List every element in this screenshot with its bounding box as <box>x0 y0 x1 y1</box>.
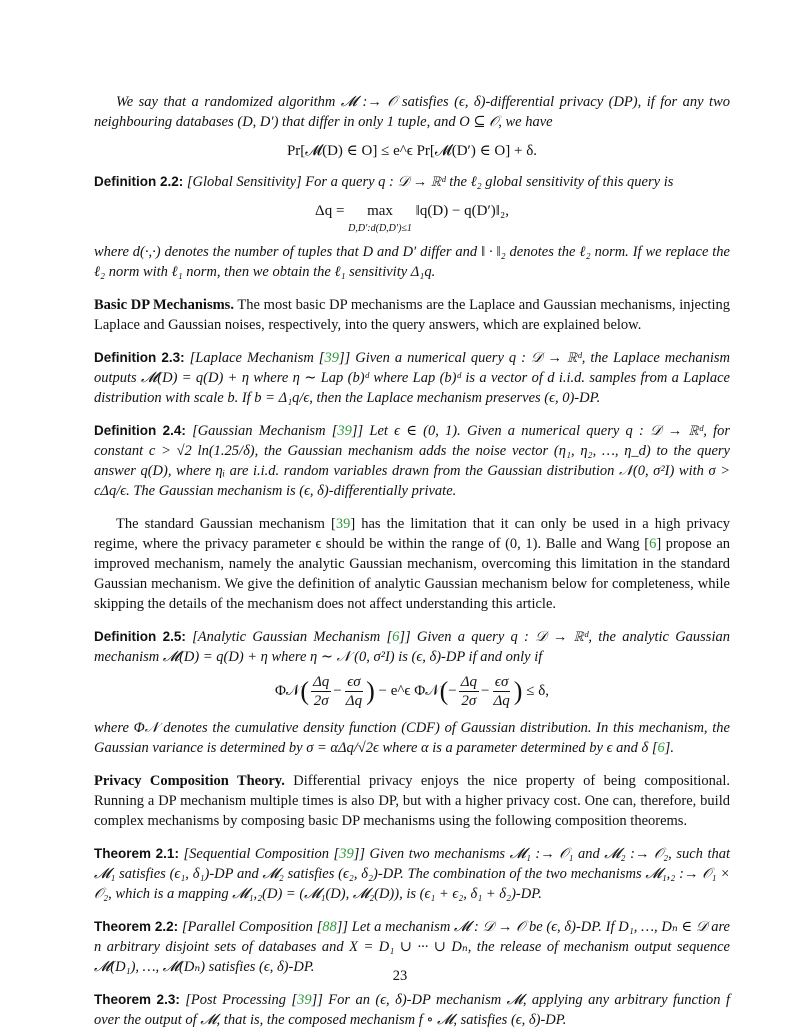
composition-paragraph: Privacy Composition Theory. Differential privacy enjoys the nice property of being compositional. Running a DP mechanism multiple times is also DP, but with a higher privacy cost. One can, therefore, build complex mechanisms by composing basic DP mechanisms using the following composition theorems. <box>94 773 731 829</box>
citation-link[interactable]: 39 <box>337 423 352 439</box>
theorem-label: Theorem 2.1: <box>94 846 179 861</box>
fraction: $\frac{\Delta q}{2\sigma}$ <box>460 674 478 709</box>
section-heading: Basic DP Mechanisms. <box>94 297 234 313</box>
dp-equation: Pr[𝓜(D) ∈ O] ≤ e^ϵ Pr[𝓜(D′) ∈ O] + δ. <box>286 143 538 159</box>
definition-2-4: Definition 2.4: [Gaussian Mechanism [39]] Let ϵ ∈ (0, 1). Given a numerical query q : 𝒟 → ℝᵈ, for constant c > √2 ln(1.25/δ), the Gaussian mechanism adds the noise vector (η₁, η₂, …, η_d) to the query answer q(D), where ηᵢ are i.i.d. random variables drawn from the Gaussian distribution 𝒩(0, σ²I) with σ > cΔq/ϵ. The Gaussian mechanism is (ϵ, δ)-differentially private. <box>94 423 730 499</box>
citation-link[interactable]: 6 <box>657 740 665 756</box>
fraction: $\frac{\epsilon\sigma}{\Delta q}$ <box>345 674 363 709</box>
citation-link[interactable]: 39 <box>324 350 339 366</box>
definition-2-2-remark: where d(·,·) denotes the number of tuples that D and D′ differ and ‖ · ‖₂ denotes the ℓ₂ norm. If we replace the ℓ₂ norm with ℓ₁ norm, then we obtain the ℓ₁ sensitivity Δ₁q. <box>94 244 730 280</box>
sensitivity-equation: Δq = max D,D′:d(D,D′)≤1 ‖q(D) − q(D′)‖₂, <box>94 198 730 234</box>
page-number: 23 <box>392 968 408 984</box>
citation-link[interactable]: 39 <box>335 516 351 532</box>
definition-label: Definition 2.2: <box>94 174 184 189</box>
theorem-label: Theorem 2.2: <box>94 919 179 934</box>
standard-gaussian-paragraph: The standard Gaussian mechanism [39] has the limitation that it can only be used in a high privacy regime, where the privacy parameter ϵ should be within the range of (0, 1). Balle and Wang [6] propose an improved mechanism, namely the analytic Gaussian mechanism, overcoming this limitation in the standard Gaussian mechanism. We give the definition of analytic Gaussian mechanism below for completeness, while skipping the details of the mechanism does not affect understanding this article. <box>94 516 731 612</box>
theorem-2-1: Theorem 2.1: [Sequential Composition [39]] Given two mechanisms 𝓜₁ :→ 𝒪₁ and 𝓜₂ :→ 𝒪₂, such that 𝓜₁ satisfies (ϵ₁, δ₁)-DP and 𝓜₂ satisfies (ϵ₂, δ₂)-DP. The combination of the two mechanisms 𝓜₁,₂ :→ 𝒪₁ × 𝒪₂, which is a mapping 𝓜₁,₂(D) = (𝓜₁(D), 𝓜₂(D)), is (ϵ₁ + ϵ₂, δ₁ + δ₂)-DP. <box>94 846 731 902</box>
definition-2-5: Definition 2.5: [Analytic Gaussian Mechanism [6]] Given a query q : 𝒟 → ℝᵈ, the analytic Gaussian mechanism 𝓜(D) = q(D) + η where η ∼ 𝒩 (0, σ²I) is (ϵ, δ)-DP if and only if <box>94 629 730 665</box>
definition-label: Definition 2.3: <box>94 350 185 365</box>
definition-label: Definition 2.5: <box>94 629 186 644</box>
definition-2-2: Definition 2.2: [Global Sensitivity] For a query q : 𝒟 → ℝᵈ the ℓ₂ global sensitivity of this query is <box>94 174 674 190</box>
section-heading: Privacy Composition Theory. <box>94 773 285 789</box>
analytic-gaussian-equation: Φ𝒩( $\frac{\Delta q}{2\sigma}$ − $\frac{\epsilon\sigma}{\Delta q}$ ) − e^ϵ Φ𝒩(− $\frac{\Delta q}{2\sigma}$ − $\frac{\epsilon\sigma}{\Delta q}$ ) ≤ δ, <box>274 674 550 709</box>
fraction: $\frac{\Delta q}{2\sigma}$ <box>312 674 330 709</box>
definition-2-3: Definition 2.3: [Laplace Mechanism [39]] Given a numerical query q : 𝒟 → ℝᵈ, the Laplace mechanism outputs 𝓜(D) = q(D) + η where η ∼ Lap (b)ᵈ where Lap (b)ᵈ is a vector of d i.i.d. samples from a Laplace distribution with scale b. If b = Δ₁q/ϵ, then the Laplace mechanism preserves (ϵ, 0)-DP. <box>94 350 731 406</box>
theorem-label: Theorem 2.3: <box>94 992 180 1007</box>
max-operator: max D,D′:d(D,D′)≤1 <box>348 203 412 234</box>
citation-link[interactable]: 39 <box>339 846 354 862</box>
citation-link[interactable]: 88 <box>322 919 337 935</box>
fraction: $\frac{\epsilon\sigma}{\Delta q}$ <box>493 674 510 709</box>
definition-label: Definition 2.4: <box>94 423 186 438</box>
intro-paragraph: We say that a randomized algorithm 𝓜 :→ 𝒪 satisfies (ϵ, δ)-differential privacy (DP), if for any two neighbouring databases (D, D′) that differ in only 1 tuple, and O ⊆ 𝒪, we have <box>94 94 730 130</box>
citation-link[interactable]: 39 <box>297 992 312 1008</box>
citation-link[interactable]: 6 <box>649 536 657 552</box>
basic-dp-paragraph: Basic DP Mechanisms. The most basic DP mechanisms are the Laplace and Gaussian mechanisms, injecting Laplace and Gaussian noises, respectively, into the query answers, which are explained below. <box>94 297 730 333</box>
theorem-2-2: Theorem 2.2: [Parallel Composition [88]] Let a mechanism 𝓜 : 𝒟 → 𝒪 be (ϵ, δ)-DP. If D₁, …, Dₙ ∈ 𝒟 are n arbitrary disjoint sets of databases and X = D₁ ∪ ··· ∪ Dₙ, the release of mechanism output sequence 𝓜(D₁), …, 𝓜(Dₙ) satisfies (ϵ, δ)-DP. <box>94 919 730 975</box>
citation-link[interactable]: 6 <box>392 629 400 645</box>
theorem-2-3: Theorem 2.3: [Post Processing [39]] For an (ϵ, δ)-DP mechanism 𝓜, applying any arbitrary function f over the output of 𝓜, that is, the composed mechanism f ∘ 𝓜, satisfies (ϵ, δ)-DP. <box>94 992 730 1028</box>
definition-2-5-remark: where Φ𝒩 denotes the cumulative density function (CDF) of Gaussian distribution. In this mechanism, the Gaussian variance is determined by σ = αΔq/√2ϵ where α is a parameter determined by ϵ and δ [6]. <box>94 720 730 756</box>
page-body <box>94 92 730 1030</box>
